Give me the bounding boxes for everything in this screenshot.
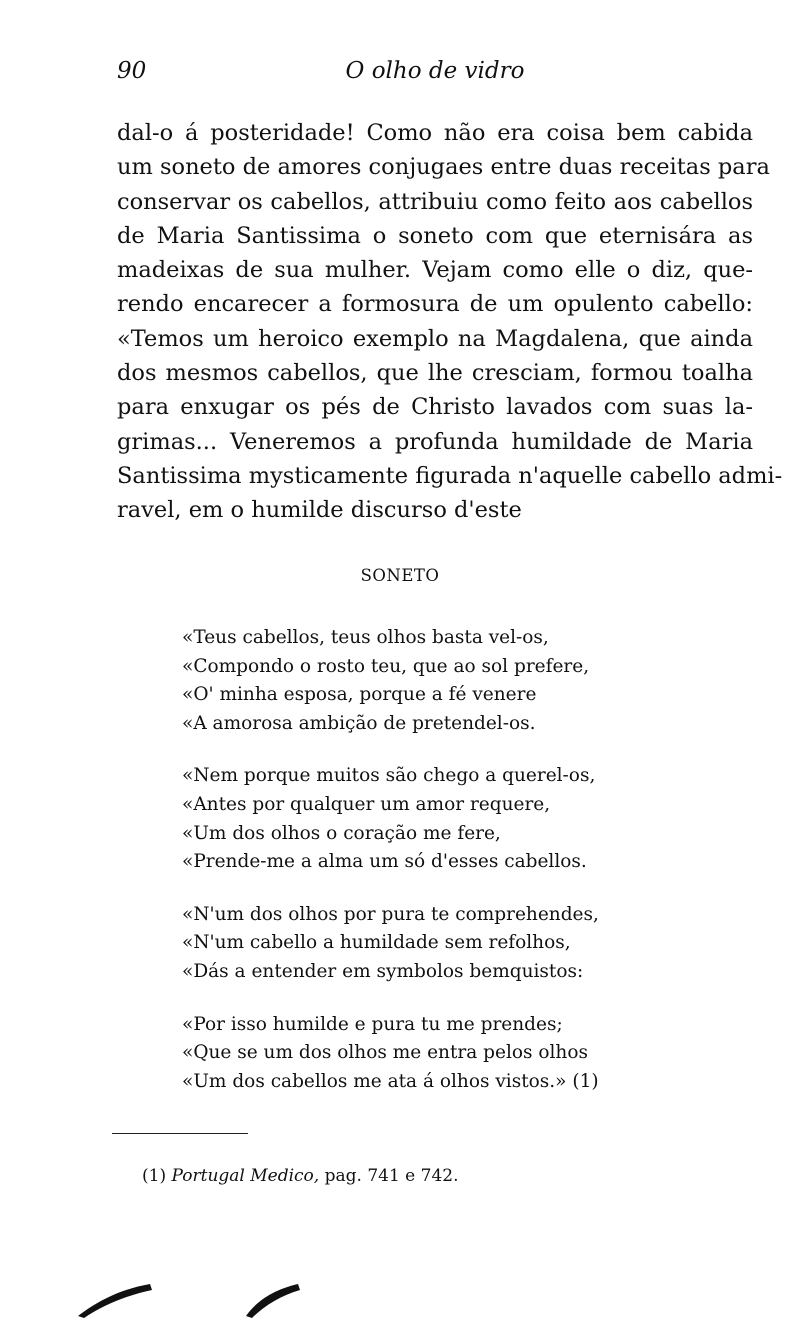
body-line: grimas... Veneremos a profunda humildade de Maria	[117, 428, 753, 455]
verse-line: «Compondo o rosto teu, que ao sol prefere,	[182, 655, 590, 677]
verse-line: «Por isso humilde e pura tu me prendes;	[182, 1013, 563, 1035]
body-text	[117, 116, 783, 528]
body-line: «Temos um heroico exemplo na Magdalena, que ainda	[117, 325, 753, 352]
body-line: conservar os cabellos, attribuiu como feito aos cabellos	[117, 188, 753, 215]
footnote-source: Portugal Medico,	[171, 1166, 320, 1186]
verse-line: «N'um dos olhos por pura te comprehendes,	[182, 903, 599, 925]
stanza	[182, 624, 652, 738]
verse-line: «Um dos olhos o coração me fere,	[182, 822, 501, 844]
verse-line: «Dás a entender em symbolos bemquistos:	[182, 960, 584, 982]
ink-smudge-right	[244, 1278, 304, 1318]
verse-line: «Um dos cabellos me ata á olhos vistos.» (1)	[182, 1070, 599, 1092]
verse-line: «Antes por qualquer um amor requere,	[182, 793, 551, 815]
body-line: madeixas de sua mulher. Vejam como elle o diz, que-	[117, 257, 753, 284]
ink-smudge-left	[76, 1278, 156, 1318]
footnote-marker: (1)	[142, 1166, 167, 1186]
stanza	[182, 901, 652, 987]
footnote-pages: pag. 741 e 742.	[324, 1166, 459, 1186]
verse-line: «Nem porque muitos são chego a querel-os,	[182, 765, 596, 787]
verse-line: «A amorosa ambição de pretendel-os.	[182, 712, 536, 734]
verse-line: «Que se um dos olhos me entra pelos olhos	[182, 1042, 588, 1064]
page-number: 90	[117, 58, 147, 84]
stanza	[182, 762, 652, 876]
footnote	[142, 1166, 458, 1186]
body-line: Santissima mysticamente figurada n'aquelle cabello admi-	[117, 462, 783, 489]
sonnet	[182, 624, 652, 1120]
body-line: de Maria Santissima o soneto com que eternisára as	[117, 222, 753, 249]
page-header	[117, 58, 753, 90]
stanza	[182, 1011, 652, 1097]
verse-line: «Prende-me a alma um só d'esses cabellos.	[182, 851, 587, 873]
body-line: dal-o á posteridade! Como não era coisa bem cabida	[117, 120, 753, 146]
body-line: um soneto de amores conjugaes entre duas receitas para	[117, 154, 770, 181]
body-line: para enxugar os pés de Christo lavados com suas la-	[117, 394, 753, 421]
body-line: dos mesmos cabellos, que lhe cresciam, formou toalha	[117, 360, 753, 387]
verse-line: «N'um cabello a humildade sem refolhos,	[182, 932, 571, 954]
verse-line: «O' minha esposa, porque a fé venere	[182, 684, 537, 706]
verse-line: «Teus cabellos, teus olhos basta vel-os,	[182, 627, 549, 648]
footnote-rule	[112, 1133, 248, 1134]
poem-title: SONETO	[360, 566, 440, 585]
running-title: O olho de vidro	[345, 58, 525, 84]
body-line: ravel, em o humilde discurso d'este	[117, 497, 522, 524]
body-line: rendo encarecer a formosura de um opulento cabello:	[117, 291, 753, 318]
